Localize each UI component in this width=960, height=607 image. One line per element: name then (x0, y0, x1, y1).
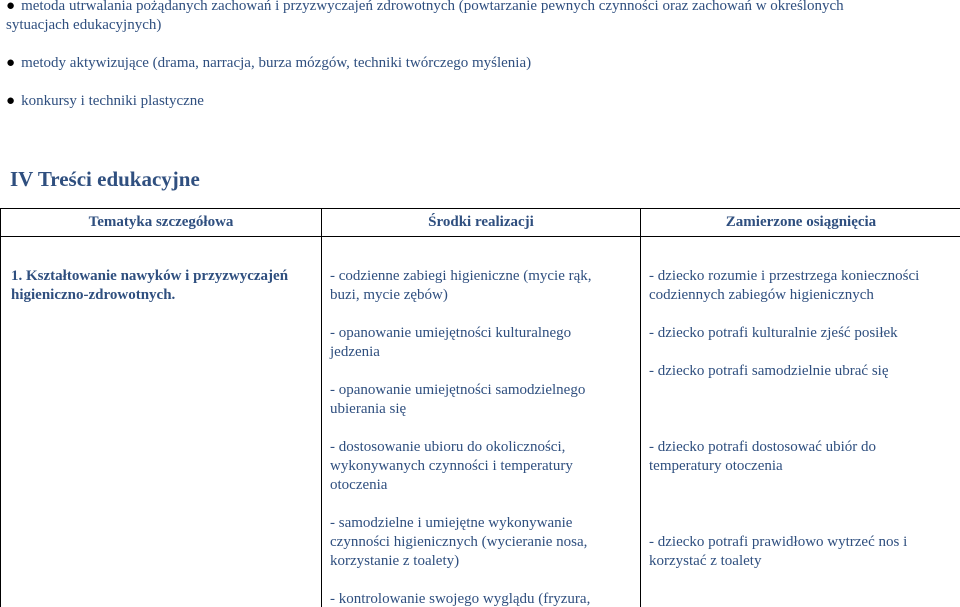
header-topics: Tematyka szczegółowa (1, 209, 322, 237)
bullet-item-habits (6, 0, 930, 35)
outcomes-cell (641, 237, 960, 607)
topic-line: higieniczno-zdrowotnych. (11, 287, 176, 303)
bullet-item-active-methods (6, 54, 930, 73)
bullet-dot-icon: ● (6, 0, 16, 14)
outcome-entry: - dziecko potrafi samodzielnie ubrać się (649, 363, 889, 379)
header-outcomes: Zamierzone osiągnięcia (641, 209, 960, 237)
outcome-entry: - dziecko rozumie i przestrzega konieczności codziennych zabiegów higienicznych (649, 268, 920, 303)
bullet-dot-icon: ● (6, 55, 16, 71)
bullet-text-line: metoda utrwalania pożądanych zachowań i przyzwyczajeń zdrowotnych (powtarzanie pewnych czynności oraz zachowań w określonych (21, 0, 844, 14)
means-entry: - kontrolowanie swojego wyglądu (fryzura, (330, 591, 591, 607)
means-cell (322, 237, 641, 607)
outcome-entry: - dziecko potrafi prawidłowo wytrzeć nos i korzystać z toalety (649, 534, 908, 569)
means-entry: - opanowanie umiejętności samodzielnego ubierania się (330, 382, 586, 417)
content-table (0, 208, 960, 607)
bullet-text-line: konkursy i techniki plastyczne (21, 93, 204, 109)
topic-cell (1, 237, 322, 607)
means-entry: - codzienne zabiegi higieniczne (mycie rąk, buzi, mycie zębów) (330, 268, 592, 303)
outcome-entry: - dziecko potrafi kulturalnie zjeść posiłek (649, 325, 898, 341)
means-entry: - dostosowanie ubioru do okoliczności, wykonywanych czynności i temperatury otoczenia (330, 439, 573, 493)
section-heading: IV Treści edukacyjne (10, 167, 200, 191)
bullet-text-line: metody aktywizujące (drama, narracja, burza mózgów, techniki twórczego myślenia) (21, 55, 532, 71)
outcome-entry: - dziecko potrafi dostosować ubiór do temperatury otoczenia (649, 439, 877, 474)
table-header-row (1, 209, 960, 237)
means-entry: - opanowanie umiejętności kulturalnego jedzenia (330, 325, 572, 360)
means-entry: - samodzielne i umiejętne wykonywanie czynności higienicznych (wycieranie nosa, korzystanie z toalety) (330, 515, 588, 569)
bullet-text-line: sytuacjach edukacyjnych) (6, 17, 162, 33)
bullet-item-contests (6, 92, 930, 111)
bullet-dot-icon: ● (6, 93, 16, 109)
table-row (1, 237, 960, 607)
topic-title (9, 267, 313, 305)
header-means: Środki realizacji (322, 209, 641, 237)
topic-line: 1. Kształtowanie nawyków i przyzwyczajeń (11, 268, 289, 284)
